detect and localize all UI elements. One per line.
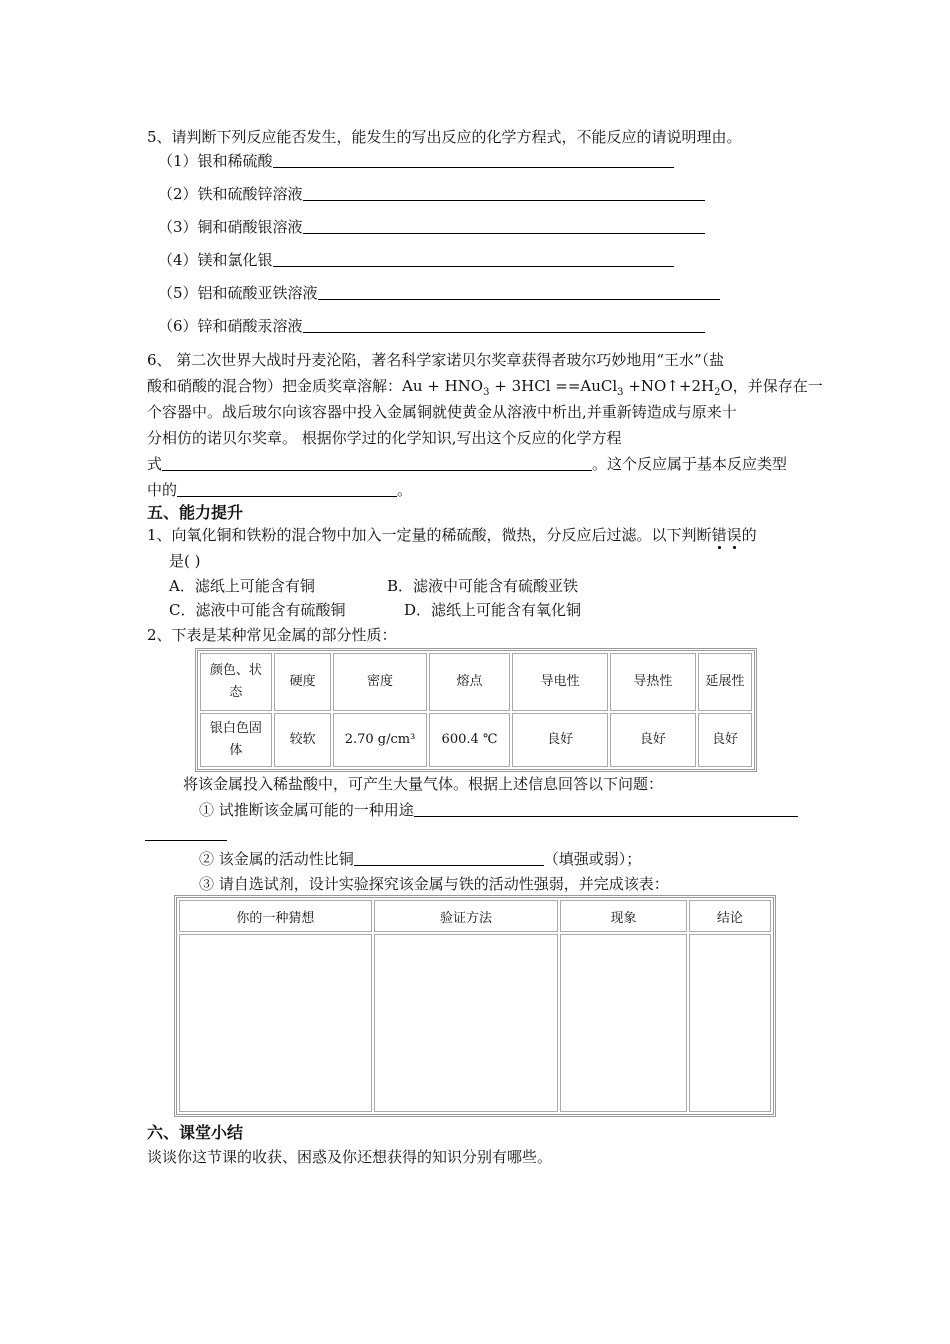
table-row bbox=[179, 934, 771, 1112]
q6-line-6 bbox=[147, 480, 412, 500]
q5-item-4 bbox=[158, 250, 674, 270]
q5-item-3-label: （3）铜和硝酸银溶液 bbox=[158, 218, 303, 236]
option-a[interactable]: A．滤纸上可能含有铜 bbox=[169, 577, 315, 595]
q6-text: 式 bbox=[147, 455, 163, 473]
table-row bbox=[200, 713, 752, 767]
q5-item-3 bbox=[158, 217, 705, 237]
answer-blank-1[interactable] bbox=[273, 151, 674, 168]
q5-item-5 bbox=[158, 283, 720, 303]
s5-q1-text: 的 bbox=[741, 526, 757, 544]
s5-q1-line-2: 是( ) bbox=[169, 552, 201, 570]
table-cell: 银白色固体 bbox=[200, 713, 272, 767]
q6-text: O，并保存在一 bbox=[720, 377, 823, 395]
conclusion-cell[interactable] bbox=[689, 934, 771, 1112]
phenomenon-cell[interactable] bbox=[560, 934, 686, 1112]
answer-blank-2[interactable] bbox=[303, 184, 705, 201]
q5-item-5-label: （5）铝和硫酸亚铁溶液 bbox=[158, 284, 318, 302]
s5-q2-prompt: 2、下表是某种常见金属的部分性质： bbox=[147, 626, 397, 644]
subscript: 3 bbox=[483, 387, 490, 398]
use-blank-continuation[interactable] bbox=[145, 824, 227, 841]
table-header-cell: 密度 bbox=[333, 653, 426, 711]
q6-line-1: 6、 第二次世界大战时丹麦沦陷，著名科学家诺贝尔奖章获得者玻尔巧妙地用“王水”（盐 bbox=[147, 351, 725, 369]
q6-text: 酸和硝酸的混合物）把金质奖章溶解：Au + HNO bbox=[147, 377, 484, 395]
sub-question-1-label: ① 试推断该金属可能的一种用途 bbox=[199, 801, 414, 819]
q6-line-5 bbox=[147, 454, 787, 474]
table-header-cell: 颜色、状态 bbox=[200, 653, 272, 711]
sub-question-2-hint: （填强或弱）； bbox=[543, 850, 642, 868]
q6-line-3: 个容器中。战后玻尔向该容器中投入金属铜就使黄金从溶液中析出,并重新铸造成与原来十 bbox=[147, 403, 737, 421]
emphasis-char: 误 bbox=[726, 526, 742, 544]
answer-blank-5[interactable] bbox=[318, 283, 720, 300]
q5-prompt: 5、请判断下列反应能否发生，能发生的写出反应的化学方程式，不能反应的请说明理由。 bbox=[147, 128, 742, 146]
option-b[interactable]: B．滤液中可能含有硫酸亚铁 bbox=[387, 577, 579, 595]
emphasis-char: 错 bbox=[711, 526, 727, 544]
q6-text: + 3HCl ==AuCl bbox=[489, 377, 618, 395]
table-cell: 良好 bbox=[610, 713, 696, 767]
option-c[interactable]: C．滤液中可能含有硫酸铜 bbox=[169, 601, 346, 619]
table-header-cell: 现象 bbox=[560, 900, 686, 932]
table-header-cell: 结论 bbox=[689, 900, 771, 932]
table-header-cell: 延展性 bbox=[698, 653, 752, 711]
table-header-cell: 熔点 bbox=[429, 653, 511, 711]
q5-item-6-label: （6）锌和硝酸汞溶液 bbox=[158, 317, 303, 335]
s5-q1-line-1 bbox=[147, 525, 757, 545]
option-d[interactable]: D．滤纸上可能含有氧化铜 bbox=[404, 601, 582, 619]
section-5-title: 五、能力提升 bbox=[147, 503, 244, 522]
table-header-cell: 导热性 bbox=[610, 653, 696, 711]
after-table-text: 将该金属投入稀盐酸中，可产生大量气体。根据上述信息回答以下问题： bbox=[183, 775, 664, 793]
table-header-cell: 导电性 bbox=[512, 653, 608, 711]
method-cell[interactable] bbox=[374, 934, 559, 1112]
q6-text: +NO↑+2H bbox=[623, 377, 715, 395]
table-header-row bbox=[200, 653, 752, 711]
q6-line-4: 分相仿的诺贝尔奖章。 根据你学过的化学知识,写出这个反应的化学方程 bbox=[147, 429, 622, 447]
q5-item-4-label: （4）镁和氯化银 bbox=[158, 251, 273, 269]
answer-blank-4[interactable] bbox=[273, 250, 674, 267]
q5-item-2 bbox=[158, 184, 705, 204]
table-cell: 2.70 g/cm³ bbox=[333, 713, 426, 767]
table-cell: 较软 bbox=[274, 713, 332, 767]
q6-text: 。这个反应属于基本反应类型 bbox=[592, 455, 788, 473]
sub-question-2-label: ② 该金属的活动性比铜 bbox=[199, 850, 354, 868]
table-cell: 良好 bbox=[698, 713, 752, 767]
q5-item-1-label: （1）银和稀硫酸 bbox=[158, 152, 273, 170]
s5-q1-text: 1、向氧化铜和铁粉的混合物中加入一定量的稀硫酸，微热，分反应后过滤。以下判断 bbox=[147, 526, 712, 544]
reaction-type-blank[interactable] bbox=[177, 480, 397, 497]
q5-item-2-label: （2）铁和硫酸锌溶液 bbox=[158, 185, 303, 203]
metal-properties-table bbox=[195, 648, 757, 772]
q6-text: 。 bbox=[397, 481, 413, 499]
table-header-cell: 验证方法 bbox=[374, 900, 559, 932]
use-blank[interactable] bbox=[414, 800, 798, 817]
q6-line-2 bbox=[147, 376, 823, 403]
section-6-title: 六、课堂小结 bbox=[147, 1123, 244, 1142]
q5-item-1 bbox=[158, 151, 674, 171]
table-header-row bbox=[179, 900, 771, 932]
sub-question-1 bbox=[199, 800, 798, 820]
sub-question-2 bbox=[199, 849, 641, 869]
sub-question-3: ③ 请自选试剂，设计实验探究该金属与铁的活动性强弱，并完成该表： bbox=[199, 875, 669, 893]
table-header-cell: 硬度 bbox=[274, 653, 332, 711]
section-6-text: 谈谈你这节课的收获、困惑及你还想获得的知识分别有哪些。 bbox=[147, 1148, 553, 1166]
activity-blank[interactable] bbox=[354, 849, 544, 866]
answer-blank-3[interactable] bbox=[303, 217, 705, 234]
guess-cell[interactable] bbox=[179, 934, 372, 1112]
experiment-table bbox=[174, 895, 776, 1117]
q6-text: 中的 bbox=[147, 481, 178, 499]
table-header-cell: 你的一种猜想 bbox=[179, 900, 372, 932]
answer-blank-6[interactable] bbox=[303, 316, 705, 333]
table-cell: 良好 bbox=[512, 713, 608, 767]
subscript: 3 bbox=[617, 387, 624, 398]
table-cell: 600.4 ℃ bbox=[429, 713, 511, 767]
equation-blank[interactable] bbox=[162, 454, 592, 471]
q5-item-6 bbox=[158, 316, 705, 336]
subscript: 2 bbox=[714, 387, 721, 398]
